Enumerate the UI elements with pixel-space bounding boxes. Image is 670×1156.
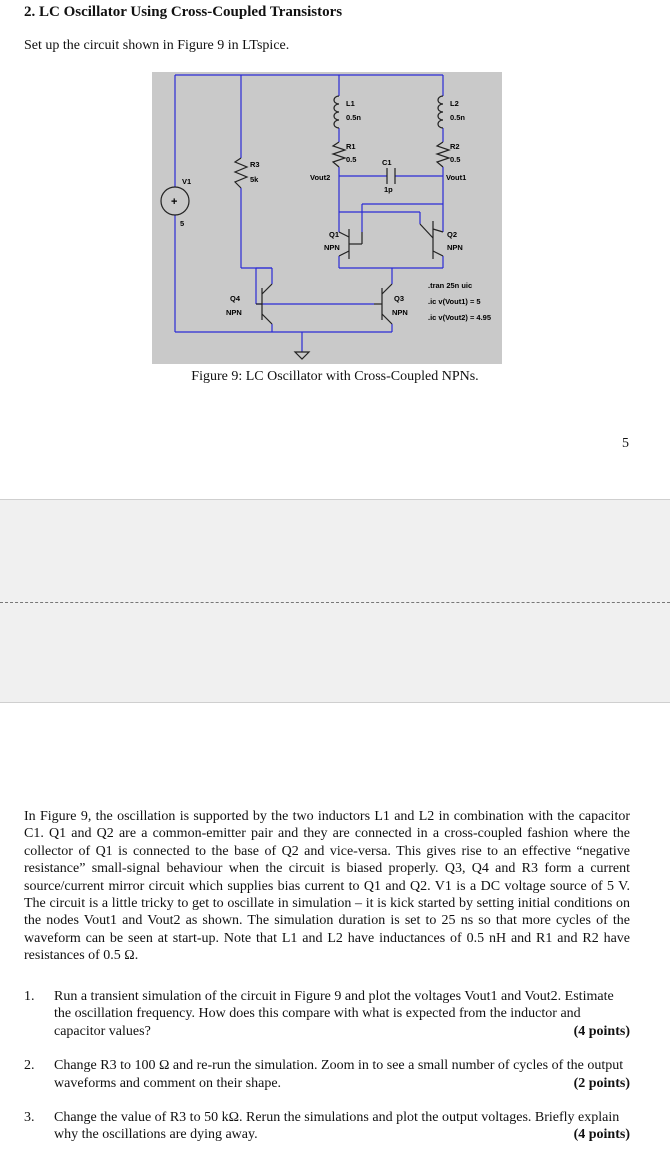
label-l1-value: 0.5n: [346, 113, 362, 122]
question-number: 3.: [24, 1110, 35, 1126]
label-l2: L2: [450, 99, 459, 108]
page-break-dashed-line: [0, 602, 670, 603]
label-v1: V1: [182, 177, 192, 186]
page-number: 5: [622, 436, 629, 451]
question-text: Change the value of R3 to 50 kΩ. Rerun the simulations and plot the output voltages. Briefly explain why the oscillations are dying away.: [54, 1110, 620, 1143]
label-q2-type: NPN: [447, 243, 463, 252]
label-c1: C1: [382, 158, 392, 167]
intro-text: Set up the circuit shown in Figure 9 in LTspice.: [24, 38, 290, 53]
label-q3-type: NPN: [392, 308, 408, 317]
label-q1-type: NPN: [324, 243, 340, 252]
label-vout2: Vout2: [310, 173, 331, 182]
label-r1: R1: [346, 142, 356, 151]
label-q3: Q3: [394, 294, 405, 303]
circuit-schematic: [152, 72, 502, 364]
label-r3: R3: [250, 160, 260, 169]
question-item: [24, 988, 630, 1040]
label-r2: R2: [450, 142, 460, 151]
spice-directive: .ic v(Vout1) = 5: [428, 297, 481, 306]
label-l2-value: 0.5n: [450, 113, 466, 122]
body-paragraph: In Figure 9, the oscillation is supported by the two inductors L1 and L2 in combination with the capacitor C1. Q1 and Q2 are a common-emitter pair and they are connected in a cross-coupled fashion where the collector of Q1 is connected to the base of Q2 and vice-versa. This gives rise to an effective “negative resistance” small-signal behaviour when the circuit is biased properly. Q3, Q4 and R3 form a current source/current mirror circuit which supplies bias current to Q1 and Q2. V1 is a DC voltage source of 5 V. The circuit is a little tricky to get to oscillate in simulation – it is kick started by setting initial conditions on the nodes Vout1 and Vout2 as shown. The simulation duration is set to 25 ns so that more cycles of the waveform can be seen at start-up. Note that L1 and L2 have inductances of 0.5 nH and R1 and R2 have resistances of 0.5 Ω.: [24, 809, 630, 964]
question-points: (4 points): [573, 1127, 630, 1143]
label-q1: Q1: [329, 230, 340, 239]
label-l1: L1: [346, 99, 355, 108]
question-number: 1.: [24, 989, 35, 1004]
label-v1-value: 5: [180, 219, 185, 228]
label-r1-value: 0.5: [346, 155, 357, 164]
page-break: [0, 499, 670, 703]
question-text: Run a transient simulation of the circuit in Figure 9 and plot the voltages Vout1 and Vout2. Estimate the oscillation frequency. How does this compare with what is expected from the inductor and capacitor values?: [54, 989, 614, 1039]
label-r2-value: 0.5: [450, 155, 461, 164]
question-points: (2 points): [573, 1075, 630, 1091]
question-text: Change R3 to 100 Ω and re-run the simulation. Zoom in to see a small number of cycles of the output waveforms and comment on their shape.: [54, 1058, 624, 1091]
label-vout1: Vout1: [446, 173, 467, 182]
figure-caption: Figure 9: LC Oscillator with Cross-Coupled NPNs.: [191, 369, 479, 384]
question-list: [24, 988, 630, 1144]
question-item: [24, 1109, 630, 1144]
section-heading: 2. LC Oscillator Using Cross-Coupled Transistors: [24, 4, 343, 20]
label-q4: Q4: [230, 294, 241, 303]
spice-directive: .ic v(Vout2) = 4.95: [428, 313, 492, 322]
question-item: [24, 1057, 630, 1092]
label-c1-value: 1p: [384, 185, 393, 194]
spice-directive: .tran 25n uic: [428, 281, 473, 290]
label-r3-value: 5k: [250, 175, 259, 184]
label-q4-type: NPN: [226, 308, 242, 317]
question-points: (4 points): [573, 1023, 630, 1039]
label-q2: Q2: [447, 230, 458, 239]
svg-text:+: +: [171, 196, 178, 208]
question-number: 2.: [24, 1058, 35, 1074]
